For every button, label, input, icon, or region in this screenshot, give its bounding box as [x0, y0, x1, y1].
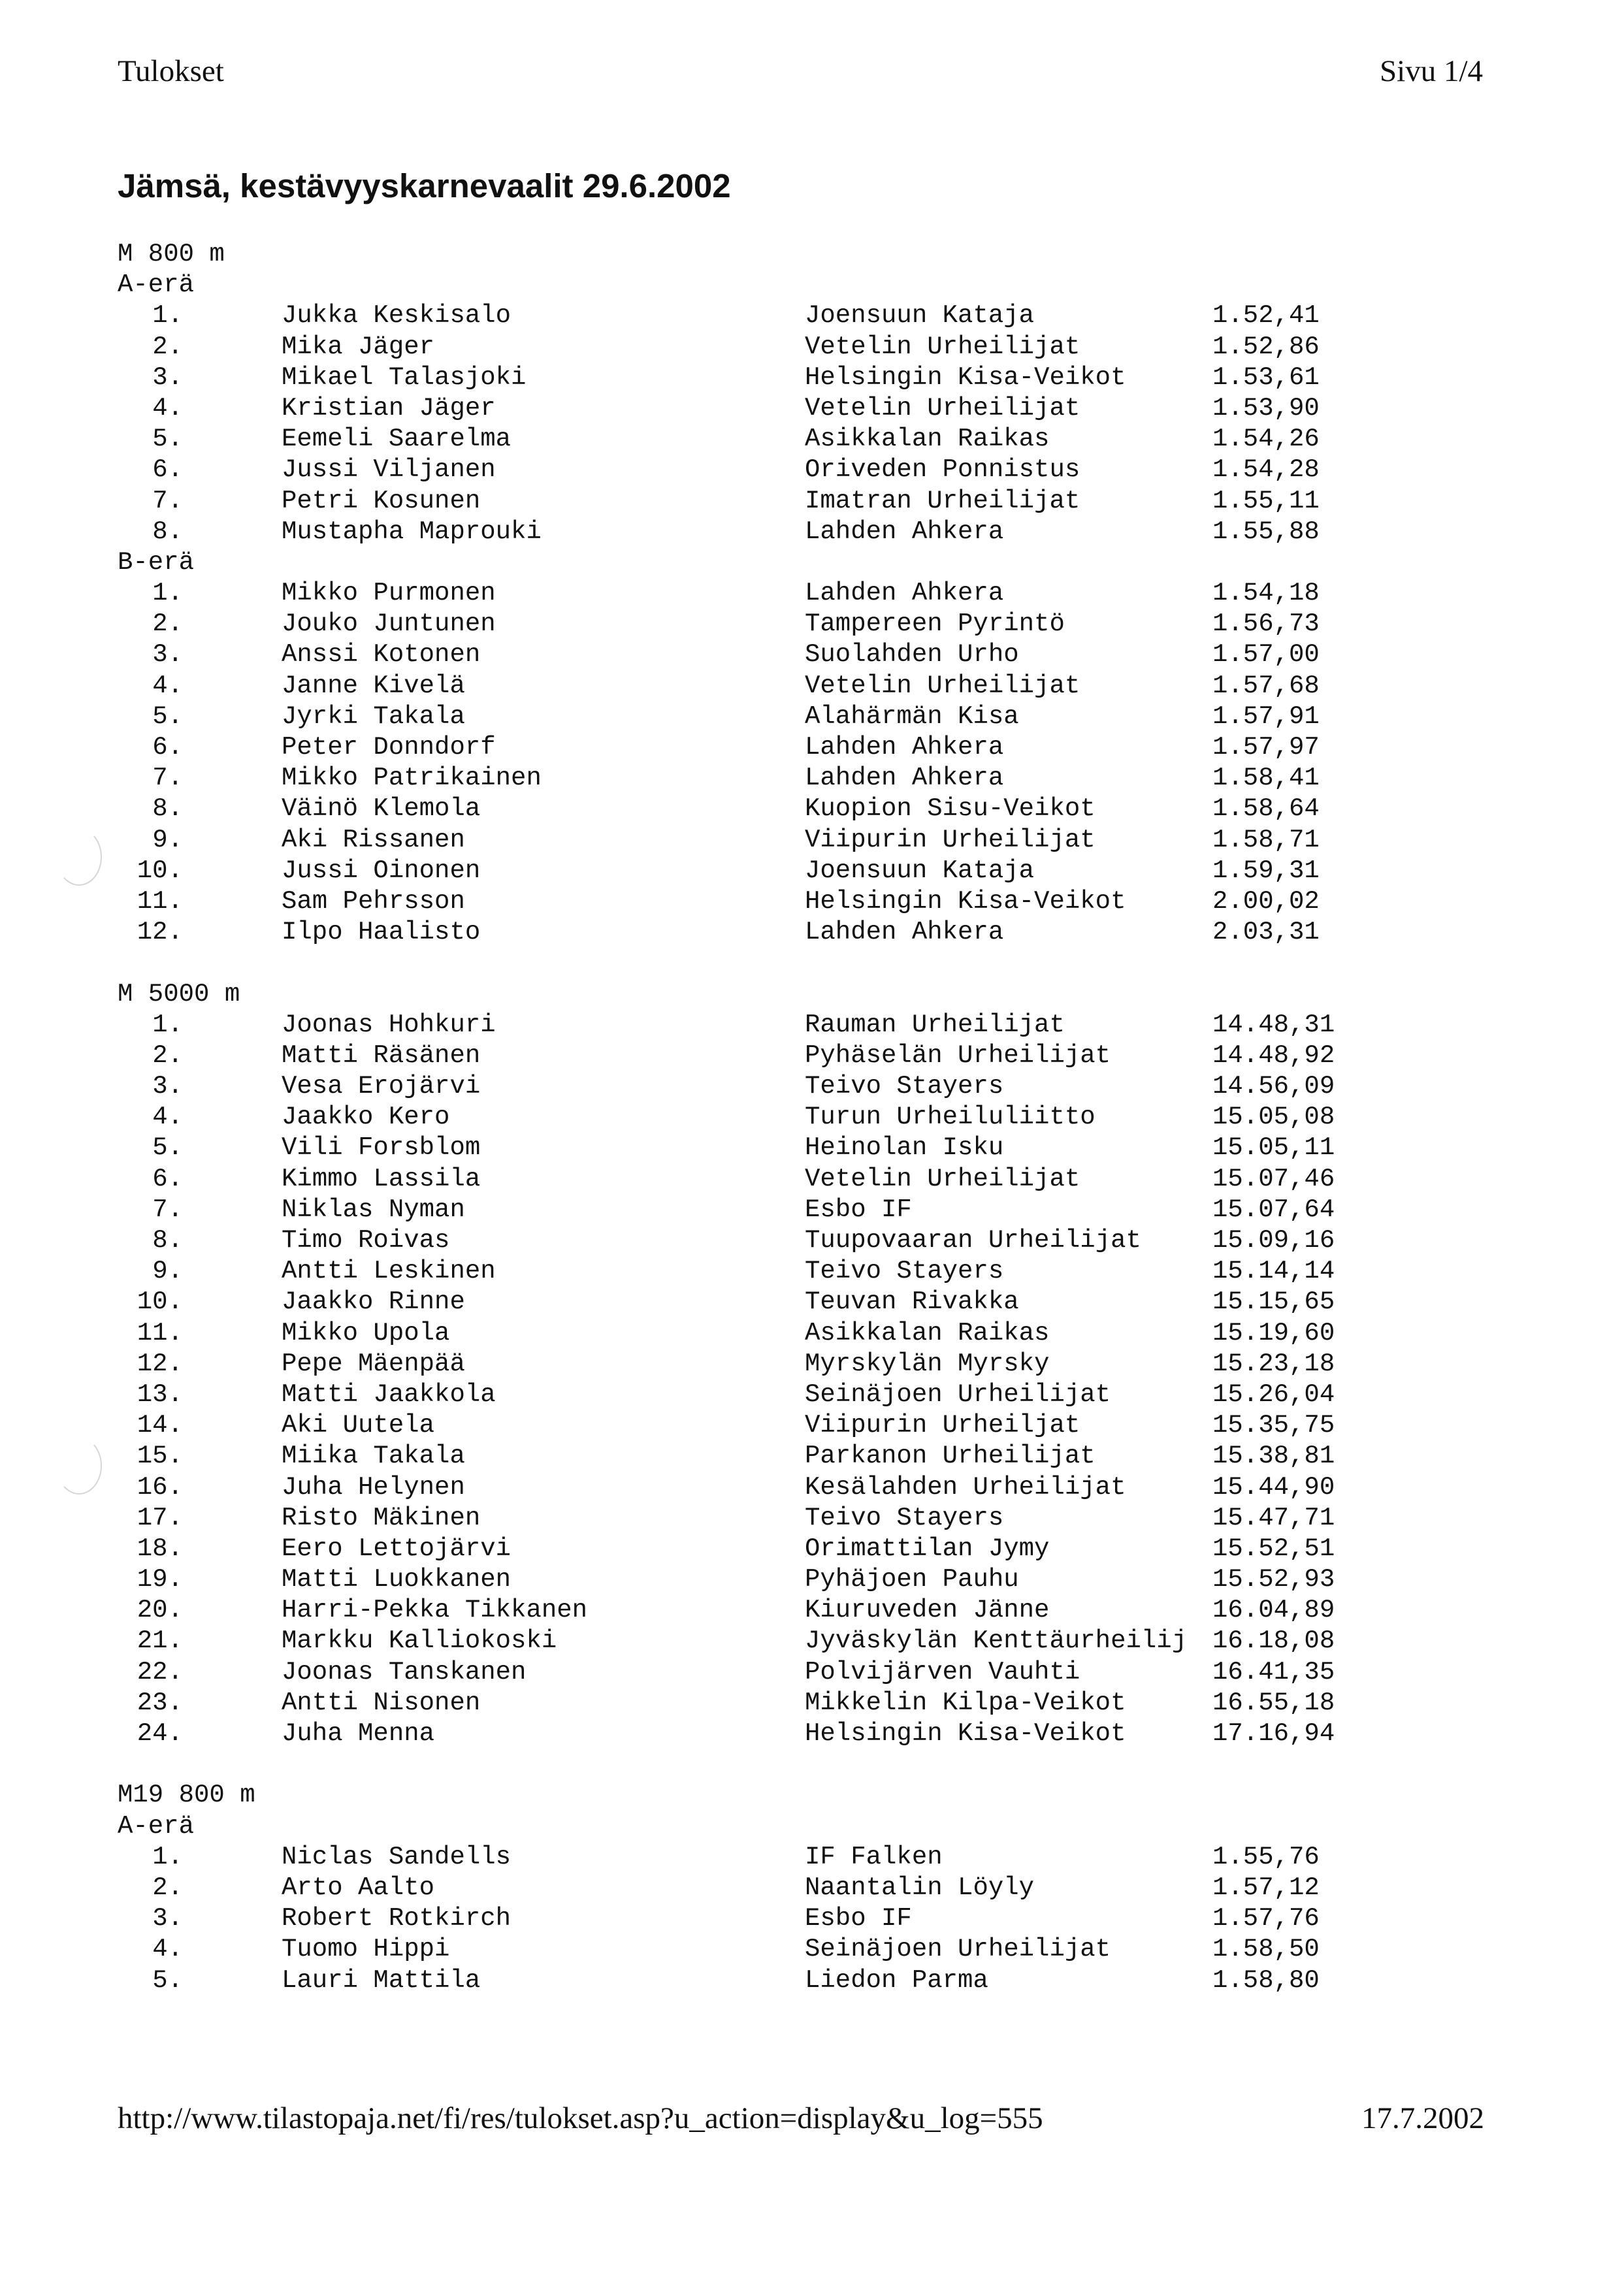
- athlete-name: Juha Helynen: [282, 1472, 465, 1502]
- result-time: 15.07,64: [1212, 1195, 1335, 1224]
- athlete-name: Joonas Tanskanen: [282, 1657, 527, 1687]
- result-place: 5.: [152, 702, 183, 731]
- result-row: [118, 794, 1320, 824]
- result-place: 11.: [137, 886, 183, 916]
- result-place: 6.: [152, 455, 183, 485]
- athlete-name: Aki Uutela: [282, 1411, 435, 1440]
- result-time: 15.52,51: [1212, 1534, 1335, 1563]
- club-name: Vetelin Urheilijat: [805, 332, 1080, 361]
- club-name: Joensuun Kataja: [805, 301, 1035, 331]
- result-row: [118, 1688, 1335, 1719]
- club-name: Seinäjoen Urheilijat: [805, 1935, 1111, 1964]
- athlete-name: Matti Luokkanen: [282, 1565, 512, 1594]
- result-time: 15.44,90: [1212, 1472, 1335, 1502]
- athlete-name: Antti Leskinen: [282, 1257, 496, 1286]
- athlete-name: Vesa Erojärvi: [282, 1072, 481, 1101]
- event-heading: M 5000 m: [118, 979, 240, 1009]
- result-place: 3.: [152, 363, 183, 392]
- athlete-name: Antti Nisonen: [282, 1688, 481, 1717]
- result-row: [118, 1071, 1335, 1102]
- athlete-name: Eero Lettojärvi: [282, 1534, 512, 1563]
- club-name: Lahden Ahkera: [805, 517, 1004, 546]
- athlete-name: Harri-Pekka Tikkanen: [282, 1596, 588, 1625]
- result-row: [118, 1842, 1320, 1873]
- club-name: Rauman Urheilijat: [805, 1010, 1065, 1039]
- athlete-name: Jouko Juntunen: [282, 609, 496, 639]
- athlete-name: Robert Rotkirch: [282, 1904, 512, 1933]
- result-row: [118, 639, 1320, 670]
- result-place: 4.: [152, 671, 183, 700]
- result-time: 15.05,08: [1212, 1103, 1335, 1132]
- club-name: Vetelin Urheilijat: [805, 1164, 1080, 1193]
- result-place: 2.: [152, 332, 183, 361]
- result-place: 15.: [137, 1442, 183, 1471]
- result-place: 12.: [137, 918, 183, 947]
- club-name: Tuupovaaran Urheilijat: [805, 1226, 1141, 1255]
- result-row: [118, 1410, 1335, 1441]
- result-row: [118, 763, 1320, 794]
- result-time: 1.58,71: [1212, 825, 1320, 854]
- result-place: 14.: [137, 1411, 183, 1440]
- result-time: 15.38,81: [1212, 1442, 1335, 1471]
- punch-hole-mark: [56, 1437, 102, 1494]
- result-row: [118, 1102, 1335, 1133]
- result-time: 1.54,28: [1212, 455, 1320, 485]
- athlete-name: Ilpo Haalisto: [282, 918, 481, 947]
- result-time: 17.16,94: [1212, 1719, 1335, 1748]
- athlete-name: Arto Aalto: [282, 1873, 435, 1902]
- result-place: 4.: [152, 1103, 183, 1132]
- result-place: 23.: [137, 1688, 183, 1717]
- athlete-name: Sam Pehrsson: [282, 886, 465, 916]
- club-name: Pyhäselän Urheilijat: [805, 1041, 1111, 1070]
- result-time: 2.00,02: [1212, 886, 1320, 916]
- athlete-name: Markku Kalliokoski: [282, 1626, 557, 1656]
- result-row: [118, 1287, 1335, 1317]
- result-place: 5.: [152, 425, 183, 454]
- result-place: 18.: [137, 1534, 183, 1563]
- club-name: Jyväskylän Kenttäurheilij: [805, 1626, 1188, 1656]
- athlete-name: Niklas Nyman: [282, 1195, 465, 1224]
- result-place: 3.: [152, 1072, 183, 1101]
- result-place: 8.: [152, 794, 183, 824]
- club-name: Heinolan Isku: [805, 1133, 1004, 1163]
- athlete-name: Janne Kivelä: [282, 671, 465, 700]
- result-row: [118, 300, 1320, 331]
- result-time: 1.55,11: [1212, 486, 1320, 515]
- result-time: 1.55,88: [1212, 517, 1320, 546]
- result-place: 8.: [152, 517, 183, 546]
- athlete-name: Lauri Mattila: [282, 1965, 481, 1995]
- result-row: [118, 1934, 1320, 1965]
- result-time: 15.47,71: [1212, 1503, 1335, 1532]
- club-name: Alahärmän Kisa: [805, 702, 1019, 731]
- result-time: 1.52,86: [1212, 332, 1320, 361]
- result-time: 15.23,18: [1212, 1349, 1335, 1378]
- result-row: [118, 1195, 1335, 1225]
- result-time: 15.52,93: [1212, 1565, 1335, 1594]
- result-time: 1.53,90: [1212, 393, 1320, 423]
- result-row: [118, 1657, 1335, 1688]
- club-name: Parkanon Urheilijat: [805, 1442, 1096, 1471]
- result-row: [118, 1164, 1335, 1195]
- athlete-name: Matti Räsänen: [282, 1041, 481, 1070]
- result-row: [118, 732, 1320, 763]
- result-place: 1.: [152, 1010, 183, 1039]
- heat-heading: B-erä: [118, 547, 195, 577]
- result-time: 16.18,08: [1212, 1626, 1335, 1656]
- result-row: [118, 424, 1320, 455]
- athlete-name: Mika Jäger: [282, 332, 435, 361]
- result-row: [118, 1441, 1335, 1472]
- result-time: 1.53,61: [1212, 363, 1320, 392]
- result-row: [118, 1010, 1335, 1041]
- result-place: 6.: [152, 1164, 183, 1193]
- athlete-name: Risto Mäkinen: [282, 1503, 481, 1532]
- result-time: 15.15,65: [1212, 1287, 1335, 1317]
- result-time: 14.48,31: [1212, 1010, 1335, 1039]
- athlete-name: Mikko Upola: [282, 1318, 450, 1348]
- result-place: 7.: [152, 1195, 183, 1224]
- result-time: 16.04,89: [1212, 1596, 1335, 1625]
- athlete-name: Jussi Oinonen: [282, 856, 481, 885]
- result-time: 1.57,97: [1212, 733, 1320, 762]
- result-time: 1.57,00: [1212, 640, 1320, 670]
- club-name: Esbo IF: [805, 1195, 912, 1224]
- result-time: 1.57,12: [1212, 1873, 1320, 1902]
- result-row: [118, 455, 1320, 485]
- result-place: 10.: [137, 856, 183, 885]
- result-time: 1.57,68: [1212, 671, 1320, 700]
- result-row: [118, 917, 1320, 948]
- result-time: 16.41,35: [1212, 1657, 1335, 1687]
- result-row: [118, 517, 1320, 547]
- club-name: Mikkelin Kilpa-Veikot: [805, 1688, 1126, 1717]
- result-place: 6.: [152, 733, 183, 762]
- result-time: 1.58,80: [1212, 1965, 1320, 1995]
- result-time: 14.56,09: [1212, 1072, 1335, 1101]
- event-heading: M 800 m: [118, 240, 225, 268]
- result-time: 1.54,18: [1212, 579, 1320, 608]
- result-row: [118, 1225, 1335, 1256]
- result-row: [118, 1380, 1335, 1410]
- result-place: 4.: [152, 1935, 183, 1964]
- result-time: 15.07,46: [1212, 1164, 1335, 1193]
- club-name: Oriveden Ponnistus: [805, 455, 1080, 485]
- result-place: 3.: [152, 640, 183, 670]
- result-place: 17.: [137, 1503, 183, 1532]
- result-time: 15.05,11: [1212, 1133, 1335, 1163]
- athlete-name: Jukka Keskisalo: [282, 301, 512, 331]
- athlete-name: Miika Takala: [282, 1442, 465, 1471]
- athlete-name: Vili Forsblom: [282, 1133, 481, 1163]
- athlete-name: Eemeli Saarelma: [282, 425, 512, 454]
- result-time: 1.59,31: [1212, 856, 1320, 885]
- result-place: 9.: [152, 825, 183, 854]
- result-time: 15.35,75: [1212, 1411, 1335, 1440]
- heat-heading: A-erä: [118, 1811, 195, 1841]
- result-row: [118, 1719, 1335, 1749]
- result-time: 1.55,76: [1212, 1842, 1320, 1871]
- club-name: Kiuruveden Jänne: [805, 1596, 1050, 1625]
- result-row: [118, 671, 1320, 702]
- result-row: [118, 332, 1320, 363]
- event-heading: M19 800 m: [118, 1781, 255, 1810]
- result-time: 1.58,41: [1212, 764, 1320, 793]
- result-place: 24.: [137, 1719, 183, 1748]
- athlete-name: Pepe Mäenpää: [282, 1349, 465, 1378]
- club-name: Myrskylän Myrsky: [805, 1349, 1050, 1378]
- result-row: [118, 1349, 1335, 1380]
- club-name: Kesälahden Urheilijat: [805, 1472, 1126, 1502]
- result-place: 16.: [137, 1472, 183, 1502]
- club-name: Imatran Urheilijat: [805, 486, 1080, 515]
- club-name: Seinäjoen Urheilijat: [805, 1380, 1111, 1409]
- result-row: [118, 825, 1320, 856]
- result-row: [118, 1133, 1335, 1163]
- club-name: Polvijärven Vauhti: [805, 1657, 1080, 1687]
- club-name: Esbo IF: [805, 1904, 912, 1933]
- club-name: Suolahden Urho: [805, 640, 1019, 670]
- result-row: [118, 393, 1320, 424]
- athlete-name: Joonas Hohkuri: [282, 1010, 496, 1039]
- club-name: Helsingin Kisa-Veikot: [805, 886, 1126, 916]
- club-name: Lahden Ahkera: [805, 579, 1004, 608]
- result-row: [118, 1472, 1335, 1503]
- club-name: Lahden Ahkera: [805, 918, 1004, 947]
- athlete-name: Aki Rissanen: [282, 825, 465, 854]
- club-name: Joensuun Kataja: [805, 856, 1035, 885]
- result-row: [118, 1256, 1335, 1287]
- result-time: 15.26,04: [1212, 1380, 1335, 1409]
- club-name: Helsingin Kisa-Veikot: [805, 363, 1126, 392]
- header-title: Tulokset: [118, 54, 224, 88]
- result-row: [118, 856, 1320, 886]
- result-row: [118, 1626, 1335, 1656]
- result-row: [118, 1318, 1335, 1349]
- club-name: Turun Urheiluliitto: [805, 1103, 1096, 1132]
- result-row: [118, 1965, 1320, 1996]
- athlete-name: Jaakko Kero: [282, 1103, 450, 1132]
- athlete-name: Mustapha Maprouki: [282, 517, 542, 546]
- club-name: Asikkalan Raikas: [805, 1318, 1050, 1348]
- results-list: [118, 239, 1335, 1996]
- result-place: 5.: [152, 1133, 183, 1163]
- athlete-name: Tuomo Hippi: [282, 1935, 450, 1964]
- result-place: 8.: [152, 1226, 183, 1255]
- result-row: [118, 609, 1320, 639]
- athlete-name: Timo Roivas: [282, 1226, 450, 1255]
- athlete-name: Juha Menna: [282, 1719, 435, 1748]
- athlete-name: Mikko Purmonen: [282, 579, 496, 608]
- footer-url: http://www.tilastopaja.net/fi/res/tulokset.asp?u_action=display&u_log=555: [118, 2101, 1043, 2135]
- club-name: Lahden Ahkera: [805, 733, 1004, 762]
- athlete-name: Mikael Talasjoki: [282, 363, 527, 392]
- result-time: 15.19,60: [1212, 1318, 1335, 1348]
- result-time: 15.09,16: [1212, 1226, 1335, 1255]
- result-time: 2.03,31: [1212, 918, 1320, 947]
- athlete-name: Peter Donndorf: [282, 733, 496, 762]
- result-place: 2.: [152, 1041, 183, 1070]
- result-time: 14.48,92: [1212, 1041, 1335, 1070]
- athlete-name: Mikko Patrikainen: [282, 764, 542, 793]
- result-row: [118, 1873, 1320, 1903]
- club-name: Asikkalan Raikas: [805, 425, 1050, 454]
- result-time: 1.56,73: [1212, 609, 1320, 639]
- result-place: 7.: [152, 486, 183, 515]
- page-number: Sivu 1/4: [1380, 54, 1484, 88]
- club-name: Orimattilan Jymy: [805, 1534, 1050, 1563]
- result-place: 10.: [137, 1287, 183, 1317]
- result-row: [118, 578, 1320, 609]
- result-place: 4.: [152, 393, 183, 423]
- club-name: Viipurin Urheilijat: [805, 825, 1096, 854]
- athlete-name: Niclas Sandells: [282, 1842, 512, 1871]
- result-row: [118, 1534, 1335, 1564]
- result-place: 2.: [152, 609, 183, 639]
- club-name: Liedon Parma: [805, 1965, 988, 1995]
- result-place: 22.: [137, 1657, 183, 1687]
- result-place: 9.: [152, 1257, 183, 1286]
- result-place: 19.: [137, 1565, 183, 1594]
- result-row: [118, 1595, 1335, 1626]
- result-place: 1.: [152, 579, 183, 608]
- result-time: 1.57,76: [1212, 1904, 1320, 1933]
- club-name: Pyhäjoen Pauhu: [805, 1565, 1019, 1594]
- club-name: Viipurin Urheiljat: [805, 1411, 1080, 1440]
- result-place: 5.: [152, 1965, 183, 1995]
- result-time: 16.55,18: [1212, 1688, 1335, 1717]
- athlete-name: Matti Jaakkola: [282, 1380, 496, 1409]
- result-row: [118, 1903, 1320, 1934]
- result-time: 1.57,91: [1212, 702, 1320, 731]
- result-time: 1.52,41: [1212, 301, 1320, 331]
- athlete-name: Petri Kosunen: [282, 486, 481, 515]
- club-name: Kuopion Sisu-Veikot: [805, 794, 1096, 824]
- result-row: [118, 363, 1320, 393]
- result-time: 1.58,50: [1212, 1935, 1320, 1964]
- club-name: Teivo Stayers: [805, 1072, 1004, 1101]
- athlete-name: Jyrki Takala: [282, 702, 465, 731]
- result-place: 13.: [137, 1380, 183, 1409]
- document-title: Jämsä, kestävyyskarnevaalit 29.6.2002: [118, 167, 731, 204]
- club-name: Tampereen Pyrintö: [805, 609, 1065, 639]
- result-place: 11.: [137, 1318, 183, 1348]
- club-name: Teuvan Rivakka: [805, 1287, 1019, 1317]
- athlete-name: Anssi Kotonen: [282, 640, 481, 670]
- club-name: Helsingin Kisa-Veikot: [805, 1719, 1126, 1748]
- result-place: 20.: [137, 1596, 183, 1625]
- spacer: [118, 948, 255, 978]
- result-time: 15.14,14: [1212, 1257, 1335, 1286]
- result-place: 21.: [137, 1626, 183, 1656]
- result-row: [118, 702, 1320, 732]
- result-place: 2.: [152, 1873, 183, 1902]
- result-place: 1.: [152, 301, 183, 331]
- result-place: 12.: [137, 1349, 183, 1378]
- athlete-name: Kristian Jäger: [282, 393, 496, 423]
- athlete-name: Kimmo Lassila: [282, 1164, 481, 1193]
- result-place: 3.: [152, 1904, 183, 1933]
- result-row: [118, 1041, 1335, 1071]
- result-row: [118, 886, 1320, 917]
- result-time: 1.54,26: [1212, 425, 1320, 454]
- club-name: Teivo Stayers: [805, 1503, 1004, 1532]
- club-name: IF Falken: [805, 1842, 943, 1871]
- club-name: Teivo Stayers: [805, 1257, 1004, 1286]
- result-place: 1.: [152, 1842, 183, 1871]
- footer-date: 17.7.2002: [1361, 2101, 1484, 2135]
- club-name: Vetelin Urheilijat: [805, 671, 1080, 700]
- athlete-name: Jaakko Rinne: [282, 1287, 465, 1317]
- club-name: Lahden Ahkera: [805, 764, 1004, 793]
- result-place: 7.: [152, 764, 183, 793]
- athlete-name: Jussi Viljanen: [282, 455, 496, 485]
- punch-hole-mark: [56, 828, 102, 886]
- spacer: [118, 1749, 255, 1780]
- athlete-name: Väinö Klemola: [282, 794, 481, 824]
- result-row: [118, 1503, 1335, 1534]
- heat-heading: A-erä: [118, 270, 195, 300]
- club-name: Naantalin Löyly: [805, 1873, 1035, 1902]
- result-row: [118, 1564, 1335, 1595]
- result-time: 1.58,64: [1212, 794, 1320, 824]
- result-row: [118, 486, 1320, 517]
- club-name: Vetelin Urheilijat: [805, 393, 1080, 423]
